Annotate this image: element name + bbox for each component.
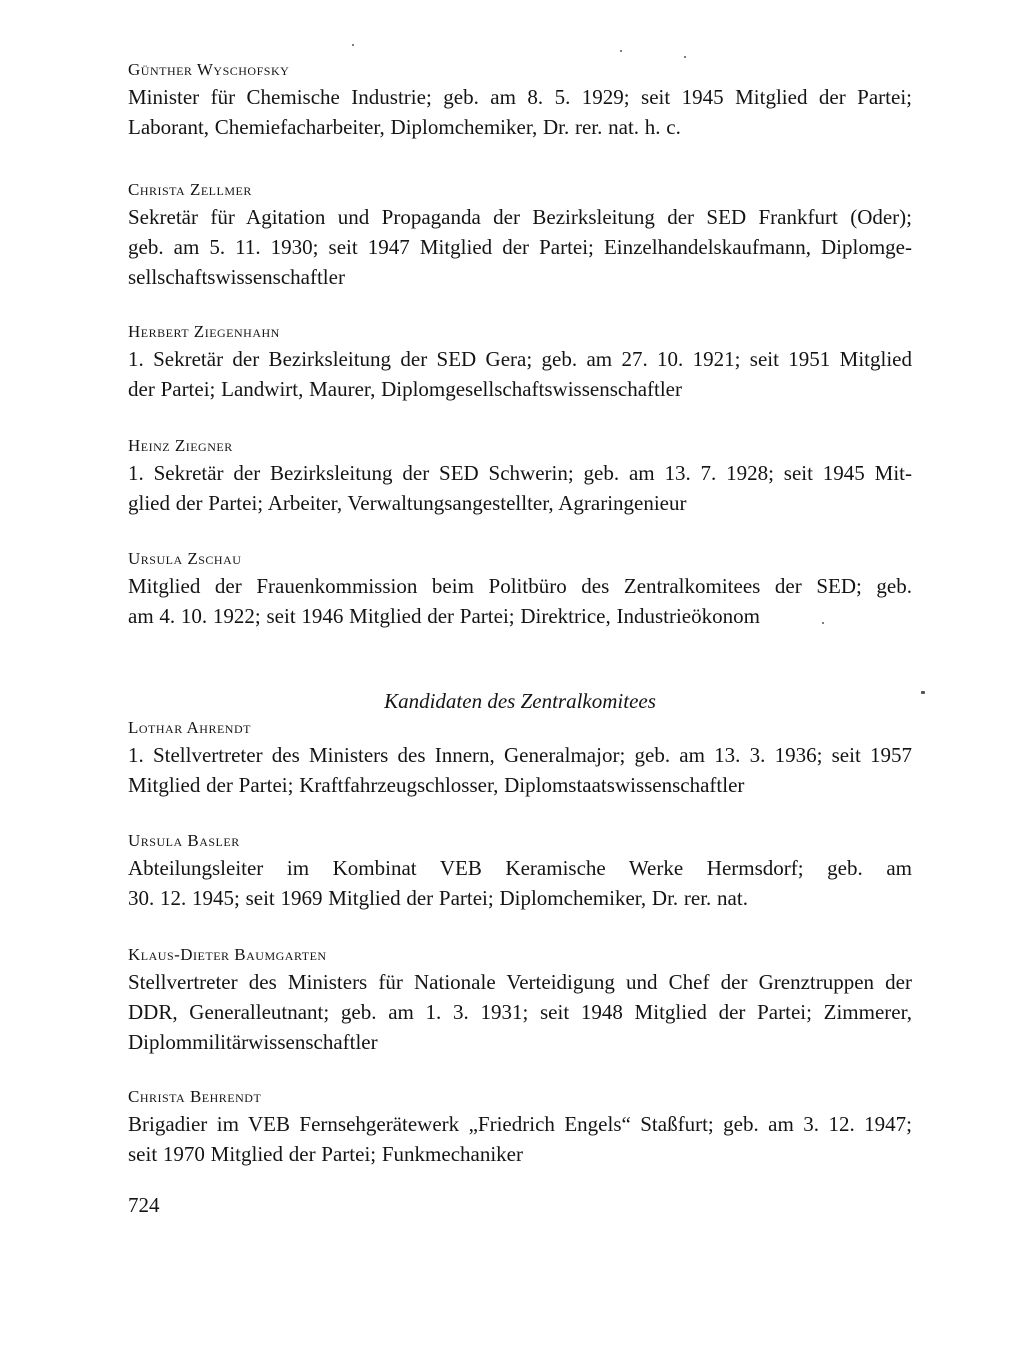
entry-description (128, 571, 912, 631)
description-line: Brigadier im VEB Fernsehgerätewerk „Friedrich Engels“ Staßfurt; geb. am 3. 12. 1947; (128, 1112, 912, 1136)
scan-speck (921, 691, 925, 694)
description-line: Sekretär für Agitation und Propaganda der Bezirksleitung der SED Frankfurt (Oder); (128, 205, 912, 229)
candidate-entry (128, 945, 912, 1057)
scan-speck (822, 622, 824, 624)
entry-name: Klaus-Dieter Baumgarten (128, 945, 327, 964)
member-entry (128, 60, 912, 142)
scan-speck (684, 56, 686, 58)
description-line: am 4. 10. 1922; seit 1946 Mitglied der Partei; Direktrice, Industrieökonom (128, 604, 760, 628)
description-line: glied der Partei; Arbeiter, Verwaltungsangestellter, Agraringenieur (128, 491, 687, 515)
entry-name: Herbert Ziegenhahn (128, 322, 280, 341)
entry-description (128, 967, 912, 1057)
entry-name: Christa Behrendt (128, 1087, 262, 1106)
description-line: seit 1970 Mitglied der Partei; Funkmechaniker (128, 1142, 523, 1166)
entry-description (128, 344, 912, 404)
description-line: Abteilungsleiter im Kombinat VEB Keramische Werke Hermsdorf; geb. am (128, 856, 912, 880)
description-line: Laborant, Chemiefacharbeiter, Diplomchemiker, Dr. rer. nat. h. c. (128, 115, 681, 139)
description-line: 1. Sekretär der Bezirksleitung der SED Gera; geb. am 27. 10. 1921; seit 1951 Mitglied (128, 347, 912, 371)
entry-description (128, 202, 912, 292)
description-line: Stellvertreter des Ministers für Nationale Verteidigung und Chef der Grenztruppen der (128, 970, 912, 994)
description-line: 1. Stellvertreter des Ministers des Innern, Generalmajor; geb. am 13. 3. 1936; seit 1957 (128, 743, 912, 767)
description-line: geb. am 5. 11. 1930; seit 1947 Mitglied der Partei; Einzelhandelskaufmann, Diplomge- (128, 235, 912, 259)
description-line: sellschaftswissenschaftler (128, 265, 345, 289)
entry-description (128, 740, 912, 800)
entry-description (128, 458, 912, 518)
entry-description (128, 853, 912, 913)
member-entry (128, 549, 912, 631)
entry-name: Günther Wyschofsky (128, 60, 290, 79)
section-heading: Kandidaten des Zentralkomitees (384, 689, 656, 713)
entry-description (128, 1109, 912, 1169)
entry-name: Heinz Ziegner (128, 436, 233, 455)
description-line: Minister für Chemische Industrie; geb. am 8. 5. 1929; seit 1945 Mitglied der Partei; (128, 85, 912, 109)
page-number: 724 (128, 1193, 160, 1217)
entry-description (128, 82, 912, 142)
entry-name: Christa Zellmer (128, 180, 252, 199)
scan-speck (620, 50, 622, 52)
description-line: Mitglied der Partei; Kraftfahrzeugschlosser, Diplomstaatswissenschaftler (128, 773, 745, 797)
description-line: Diplommilitärwissenschaftler (128, 1030, 378, 1054)
member-entry (128, 436, 912, 518)
description-line: 30. 12. 1945; seit 1969 Mitglied der Partei; Diplomchemiker, Dr. rer. nat. (128, 886, 748, 910)
candidate-entry (128, 718, 912, 800)
entry-name: Ursula Zschau (128, 549, 242, 568)
description-line: 1. Sekretär der Bezirksleitung der SED Schwerin; geb. am 13. 7. 1928; seit 1945 Mit- (128, 461, 912, 485)
entry-name: Ursula Basler (128, 831, 240, 850)
description-line: der Partei; Landwirt, Maurer, Diplomgesellschaftswissenschaftler (128, 377, 682, 401)
entry-name: Lothar Ahrendt (128, 718, 251, 737)
member-entry (128, 322, 912, 404)
description-line: Mitglied der Frauenkommission beim Politbüro des Zentralkomitees der SED; geb. (128, 574, 912, 598)
candidate-entry (128, 1087, 912, 1169)
candidate-entry (128, 831, 912, 913)
description-line: DDR, Generalleutnant; geb. am 1. 3. 1931; seit 1948 Mitglied der Partei; Zimmerer, (128, 1000, 912, 1024)
scan-speck (352, 44, 354, 46)
member-entry (128, 180, 912, 292)
